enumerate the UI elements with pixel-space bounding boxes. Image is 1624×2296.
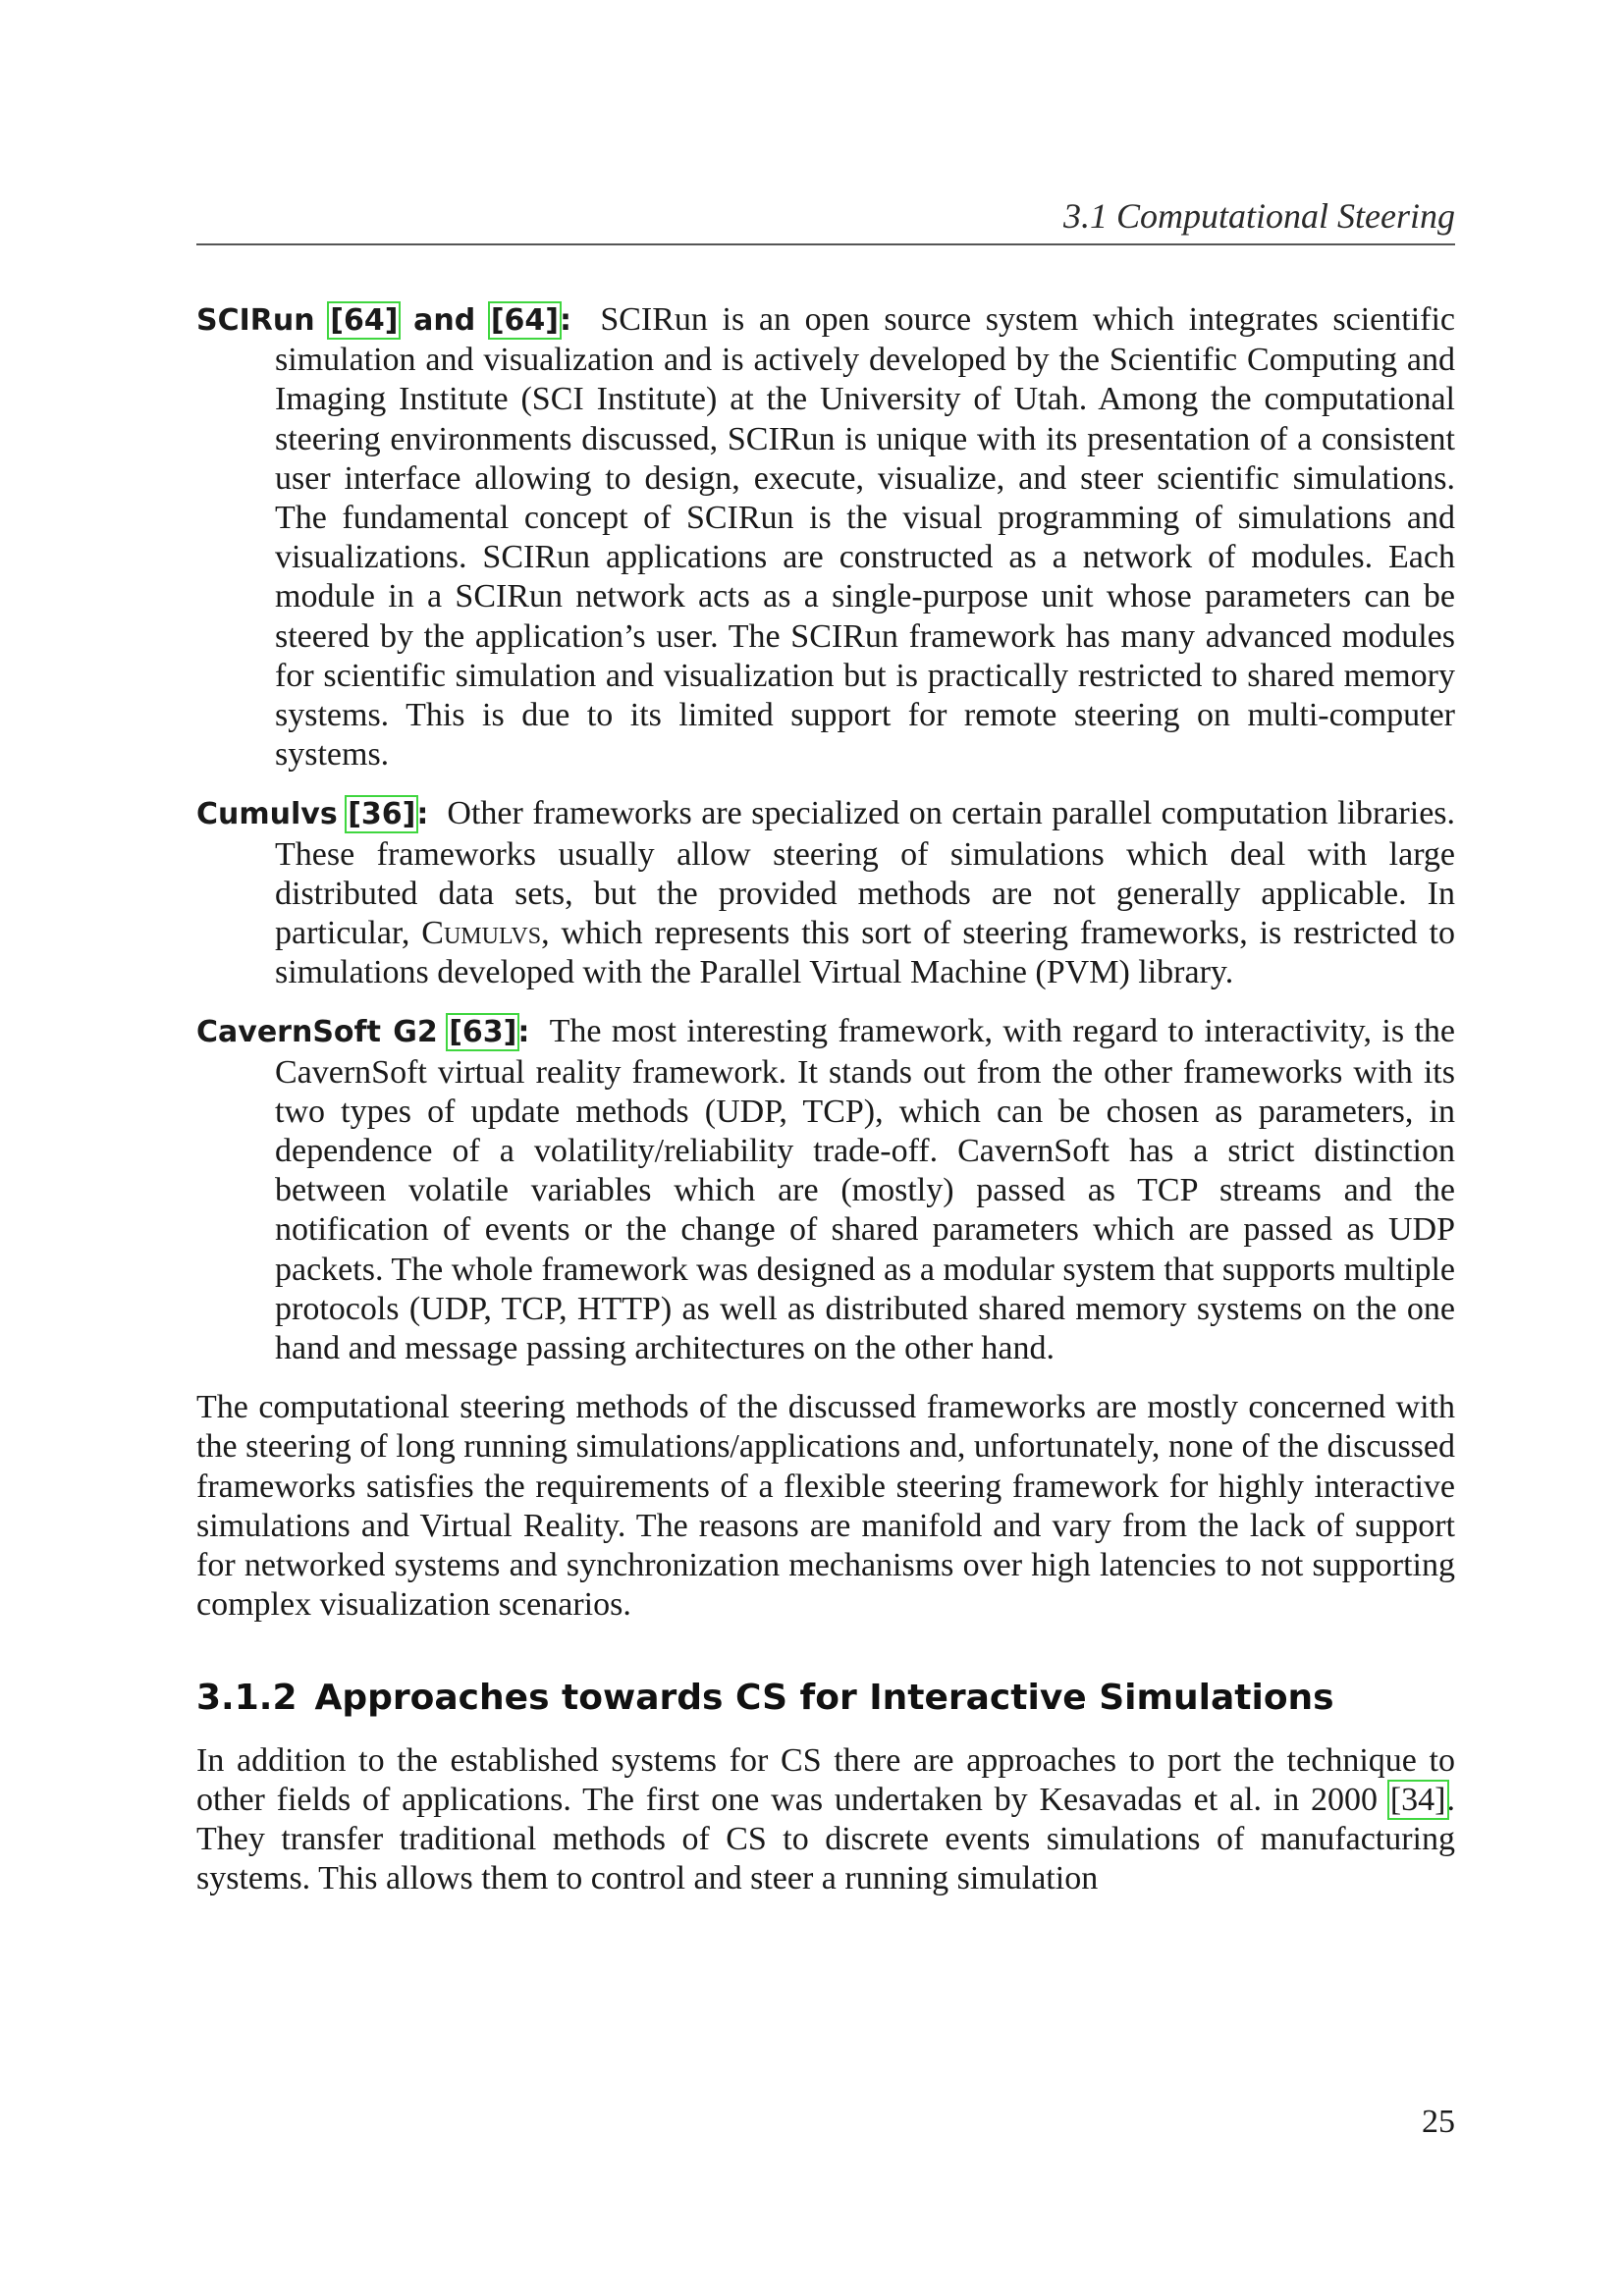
description-term-colon: :	[416, 797, 429, 832]
description-term-colon: :	[517, 1015, 530, 1050]
description-text: SCIRun is an open source system which integrates scientific simulation and visualization and is actively developed by the Scientific Computing and Imaging Institute (SCI Institute) at the University of Utah. Among the computational steering environments discussed, SCIRun is unique with its presentation of a consistent user interface allowing to design, execute, visualize, and steer scientific simulations. The fundamental concept of SCIRun is the visual programming of simulations and visualizations. SCIRun applications are constructed as a network of modules. Each module in a SCIRun network acts as a single-purpose unit whose parameters can be steered by the application’s user. The SCIRun framework has many advanced modules for scientific simulation and visualization but is practically restricted to shared memory systems. This is due to its limited support for remote steering on multi-computer systems.	[275, 301, 1456, 774]
citation-link[interactable]: [64]	[330, 303, 399, 338]
description-term: CavernSoft G2	[196, 1015, 438, 1050]
section-heading	[196, 1677, 1455, 1720]
body-paragraph: The computational steering methods of the discussed frameworks are mostly concerned with the steering of long running simulations/applications and, unfortunately, none of the discussed frameworks satisfies the requirements of a flexible steering framework for highly interactive simulations and Virtual Reality. The reasons are manifold and vary from the lack of support for networked systems and synchronization mechanisms over high latencies to not supporting complex visualization scenarios.	[196, 1389, 1455, 1624]
citation-link[interactable]: [34]	[1389, 1781, 1446, 1818]
description-term: Cumulvs	[196, 797, 338, 832]
description-term: SCIRun	[196, 303, 315, 338]
description-text: Other frameworks are specialized on certain parallel computation libraries. These frameworks usually allow steering of simulations which deal with large distributed data sets, but the provided methods are not generally applicable. In particular,	[275, 795, 1456, 952]
paragraph-text: In addition to the established systems for CS there are approaches to port the technique to other fields of applications. The first one was undertaken by Kesavadas et al. in 2000	[196, 1741, 1455, 1818]
description-text-continued: , which represents this sort of steering frameworks, is restricted to simulations developed with the Parallel Virtual Machine (PVM) library.	[275, 915, 1455, 991]
page-content	[196, 300, 1455, 1918]
citation-link[interactable]: [63]	[449, 1015, 517, 1050]
description-item-scirun	[196, 300, 1455, 774]
paragraph-text-continued: . They transfer traditional methods of CS to discrete events simulations of manufacturing systems. This allows them to control and steer a running simulation	[196, 1781, 1455, 1897]
running-header: 3.1 Computational Steering	[1063, 196, 1455, 236]
description-item-cavernsoft	[196, 1012, 1455, 1368]
page-number: 25	[1422, 2104, 1455, 2140]
system-name-smallcaps: Cumulvs	[421, 915, 542, 952]
header-rule	[196, 243, 1455, 245]
description-item-cumulvs	[196, 794, 1455, 992]
description-term-colon: :	[560, 303, 571, 338]
document-page	[196, 0, 1455, 2296]
description-term-connector: and	[413, 303, 476, 338]
body-paragraph	[196, 1741, 1455, 1899]
citation-link[interactable]: [64]	[490, 303, 559, 338]
section-title: Approaches towards CS for Interactive Simulations	[314, 1677, 1334, 1718]
description-text: The most interesting framework, with regard to interactivity, is the CavernSoft virtual reality framework. It stands out from the other frameworks with its two types of update methods (UDP, TCP), which can be chosen as parameters, in dependence of a volatility/reliability trade-off. CavernSoft has a strict distinction between volatile variables which are (mostly) passed as TCP streams and the notification of events or the change of shared parameters which are passed as UDP packets. The whole framework was designed as a modular system that supports multiple protocols (UDP, TCP, HTTP) as well as distributed shared memory systems on the one hand and message passing architectures on the other hand.	[275, 1013, 1456, 1367]
citation-link[interactable]: [36]	[348, 797, 416, 832]
section-number: 3.1.2	[196, 1677, 298, 1718]
